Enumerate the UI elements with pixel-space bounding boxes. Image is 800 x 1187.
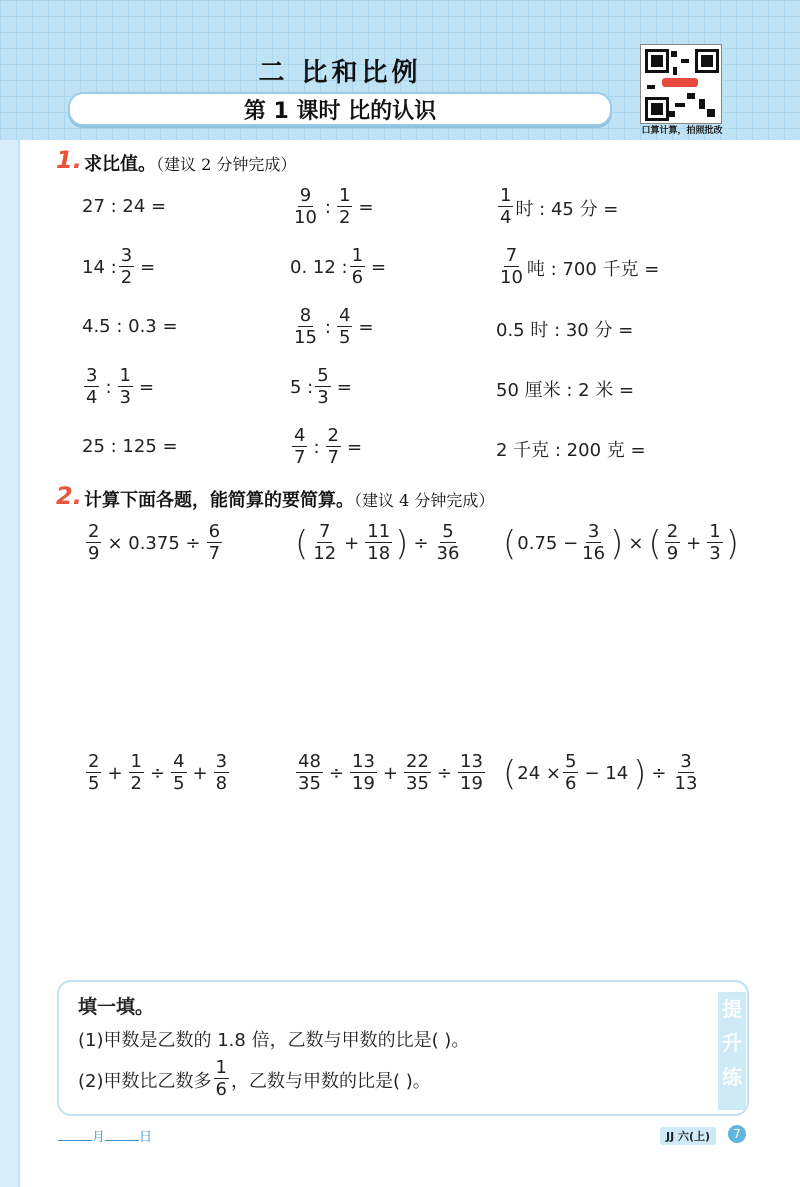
- numerator: 1: [119, 365, 131, 386]
- numerator: 5: [317, 365, 329, 386]
- numerator: 3: [215, 751, 228, 772]
- numerator: 4: [294, 425, 306, 446]
- ratio-sign: :: [324, 197, 331, 218]
- ratio-text: 14 :: [82, 257, 117, 278]
- expression: [84, 522, 224, 565]
- ratio-item: [496, 436, 646, 462]
- ratio-item: [82, 196, 166, 217]
- fraction: [214, 1058, 229, 1101]
- denominator: 3: [119, 387, 131, 408]
- numerator: 48: [298, 751, 321, 772]
- fraction: [435, 522, 462, 565]
- divide-sign: ÷: [328, 763, 344, 784]
- equals-sign: =: [371, 257, 387, 278]
- numerator: 3: [120, 245, 133, 266]
- denominator: 7: [208, 543, 221, 564]
- question-1-number: 1.: [56, 146, 82, 174]
- expression: [294, 752, 487, 795]
- denominator: 4: [500, 207, 512, 228]
- expression-text: 24 ×: [517, 763, 561, 784]
- numerator: 2: [88, 521, 100, 542]
- numerator: 7: [505, 245, 518, 266]
- ratio-text: 吨 : 700 千克 =: [526, 258, 660, 280]
- expression: [502, 522, 740, 565]
- ratio-text: 时 : 45 分 =: [515, 198, 619, 220]
- ratio-item: [290, 306, 378, 349]
- fraction: [498, 246, 525, 289]
- expression: [294, 522, 463, 565]
- ratio-sign: :: [105, 377, 112, 398]
- left-paren: (: [648, 523, 662, 564]
- fraction: [404, 752, 431, 795]
- ratio-text: 25 : 125 =: [82, 436, 178, 457]
- left-paren: (: [503, 753, 517, 794]
- numerator: 4: [173, 751, 185, 772]
- denominator: 35: [298, 773, 321, 794]
- book-label: JJ 六(上): [660, 1127, 716, 1145]
- qr-badge: [662, 78, 698, 87]
- question-1-title: [84, 150, 296, 176]
- denominator: 5: [88, 773, 100, 794]
- ratio-text: 4.5 : 0.3 =: [82, 316, 178, 337]
- divide-sign: ÷: [436, 763, 452, 784]
- chapter-title: 二 比和比例: [258, 58, 422, 88]
- denominator: 10: [500, 267, 523, 288]
- ratio-item: [290, 366, 356, 409]
- question-1-title-text: 求比值。: [84, 154, 156, 175]
- denominator: 7: [294, 447, 306, 468]
- denominator: 2: [338, 207, 351, 228]
- fill-in-line-2: [78, 1058, 431, 1101]
- fraction: [84, 366, 99, 409]
- fraction: [86, 752, 101, 795]
- fraction: [119, 246, 134, 289]
- denominator: 6: [564, 773, 577, 794]
- fill-in-text: (2)甲数比乙数多: [78, 1070, 212, 1092]
- fraction: [337, 186, 352, 229]
- fraction: [292, 426, 307, 469]
- ratio-item: [496, 186, 618, 229]
- qr-caption: 口算计算，拍照批改: [641, 126, 723, 136]
- numerator: 1: [500, 185, 512, 206]
- denominator: 18: [367, 543, 391, 564]
- fraction: [580, 522, 607, 565]
- fraction: [337, 306, 352, 349]
- fraction: [311, 522, 338, 565]
- fraction: [292, 306, 319, 349]
- fill-in-line-1: (1)甲数是乙数的 1.8 倍，乙数与甲数的比是( )。: [78, 1030, 470, 1051]
- expression-text: × 0.375 ÷: [107, 533, 201, 554]
- divide-sign: ÷: [150, 763, 166, 784]
- expression: [84, 752, 231, 795]
- left-margin-stripe: [0, 0, 18, 1187]
- ratio-item: [82, 246, 159, 289]
- numerator: 1: [351, 245, 364, 266]
- expression-text: − 14: [584, 763, 629, 784]
- fraction: [214, 752, 229, 795]
- right-paren: ): [395, 523, 409, 564]
- numerator: 1: [338, 185, 351, 206]
- equals-sign: =: [336, 377, 352, 398]
- denominator: 16: [582, 543, 606, 564]
- denominator: 12: [313, 543, 337, 564]
- ratio-sign: :: [324, 317, 331, 338]
- equals-sign: =: [140, 257, 156, 278]
- month-blank: [58, 1140, 92, 1141]
- ratio-item: [290, 426, 366, 469]
- numerator: 3: [86, 365, 98, 386]
- side-tab: [718, 992, 746, 1110]
- fraction: [207, 522, 222, 565]
- fraction: [326, 426, 341, 469]
- denominator: 36: [436, 543, 460, 564]
- question-2-title: [84, 486, 494, 512]
- plus-sign: +: [686, 533, 702, 554]
- ratio-item: [290, 246, 390, 289]
- numerator: 2: [666, 521, 679, 542]
- divide-sign: ÷: [413, 533, 429, 554]
- equals-sign: =: [346, 437, 363, 458]
- side-tab-char: 提: [722, 997, 742, 1021]
- denominator: 2: [130, 773, 142, 794]
- numerator: 13: [352, 751, 375, 772]
- ratio-item: [82, 316, 178, 337]
- numerator: 5: [564, 751, 577, 772]
- numerator: 1: [215, 1057, 227, 1078]
- denominator: 10: [294, 207, 317, 228]
- numerator: 13: [460, 751, 483, 772]
- expression-text: 0.75 −: [517, 533, 579, 554]
- numerator: 3: [680, 751, 692, 772]
- numerator: 7: [318, 521, 331, 542]
- ratio-item: [496, 316, 633, 342]
- fraction: [458, 752, 485, 795]
- ratio-item: [496, 246, 659, 289]
- fraction: [707, 522, 722, 565]
- right-paren: ): [610, 523, 624, 564]
- question-2-title-text: 计算下面各题，能简算的要简算。: [84, 490, 354, 511]
- fill-in-title: 填一填。: [78, 996, 155, 1018]
- lesson-title: 第 1 课时 比的认识: [243, 99, 437, 124]
- numerator: 6: [208, 521, 221, 542]
- ratio-item: [290, 186, 378, 229]
- denominator: 6: [351, 267, 364, 288]
- numerator: 11: [367, 521, 391, 542]
- ratio-text: 0.5 时 : 30 分 =: [496, 320, 634, 341]
- numerator: 1: [709, 521, 721, 542]
- left-paren: (: [503, 523, 517, 564]
- numerator: 2: [327, 425, 339, 446]
- fraction: [673, 752, 700, 795]
- fraction: [563, 752, 578, 795]
- side-tab-char: 升: [722, 1031, 742, 1055]
- plus-sign: +: [192, 763, 208, 784]
- question-2-number: 2.: [56, 482, 82, 510]
- question-2-hint: （建议 4 分钟完成）: [354, 491, 495, 510]
- ratio-item: [82, 436, 178, 457]
- denominator: 3: [709, 543, 721, 564]
- ratio-text: 27 : 24 =: [82, 196, 167, 217]
- fraction: [350, 246, 365, 289]
- times-sign: ×: [628, 533, 644, 554]
- left-paren: (: [295, 523, 309, 564]
- question-1-hint: （建议 2 分钟完成）: [156, 155, 297, 174]
- denominator: 9: [88, 543, 100, 564]
- equals-sign: =: [358, 197, 374, 218]
- day-label: 日: [139, 1130, 153, 1145]
- ratio-text: 2 千克 : 200 克 =: [496, 440, 646, 461]
- fraction: [498, 186, 513, 229]
- fraction: [118, 366, 133, 409]
- denominator: 3: [317, 387, 329, 408]
- plus-sign: +: [344, 533, 360, 554]
- day-blank: [105, 1140, 139, 1141]
- right-paren: ): [725, 523, 739, 564]
- plus-sign: +: [107, 763, 123, 784]
- numerator: 8: [299, 305, 312, 326]
- fraction: [315, 366, 330, 409]
- fraction: [171, 752, 186, 795]
- denominator: 35: [406, 773, 429, 794]
- numerator: 5: [442, 521, 454, 542]
- ratio-item: [496, 376, 634, 402]
- ratio-item: [82, 366, 158, 409]
- month-label: 月: [92, 1130, 106, 1145]
- divide-sign: ÷: [651, 763, 667, 784]
- denominator: 2: [120, 267, 133, 288]
- denominator: 6: [215, 1079, 227, 1100]
- ratio-text: 0. 12 :: [290, 257, 348, 278]
- denominator: 19: [460, 773, 483, 794]
- fraction: [292, 186, 319, 229]
- numerator: 9: [299, 185, 312, 206]
- denominator: 13: [674, 773, 698, 794]
- denominator: 15: [294, 327, 317, 348]
- plus-sign: +: [382, 763, 398, 784]
- ratio-sign: :: [313, 437, 320, 458]
- fraction: [296, 752, 323, 795]
- denominator: 5: [338, 327, 351, 348]
- expression: [502, 752, 701, 795]
- numerator: 2: [88, 751, 100, 772]
- fraction: [129, 752, 144, 795]
- numerator: 3: [587, 521, 600, 542]
- denominator: 7: [327, 447, 339, 468]
- denominator: 5: [173, 773, 185, 794]
- fraction: [350, 752, 377, 795]
- numerator: 22: [406, 751, 429, 772]
- denominator: 9: [666, 543, 679, 564]
- numerator: 4: [338, 305, 351, 326]
- numerator: 1: [130, 751, 142, 772]
- ratio-text: 5 :: [290, 377, 314, 398]
- denominator: 8: [215, 773, 228, 794]
- fill-in-text: ，乙数与甲数的比是( )。: [230, 1070, 431, 1092]
- side-tab-char: 练: [722, 1065, 742, 1089]
- denominator: 4: [86, 387, 98, 408]
- fraction: [665, 522, 680, 565]
- left-margin-line: [18, 140, 20, 1187]
- fraction: [365, 522, 392, 565]
- equals-sign: =: [358, 317, 374, 338]
- equals-sign: =: [138, 377, 155, 398]
- date-field: [58, 1126, 152, 1145]
- right-paren: ): [633, 753, 647, 794]
- page-number: 7: [728, 1125, 746, 1143]
- denominator: 19: [352, 773, 375, 794]
- ratio-text: 50 厘米 : 2 米 =: [496, 380, 635, 401]
- fraction: [86, 522, 101, 565]
